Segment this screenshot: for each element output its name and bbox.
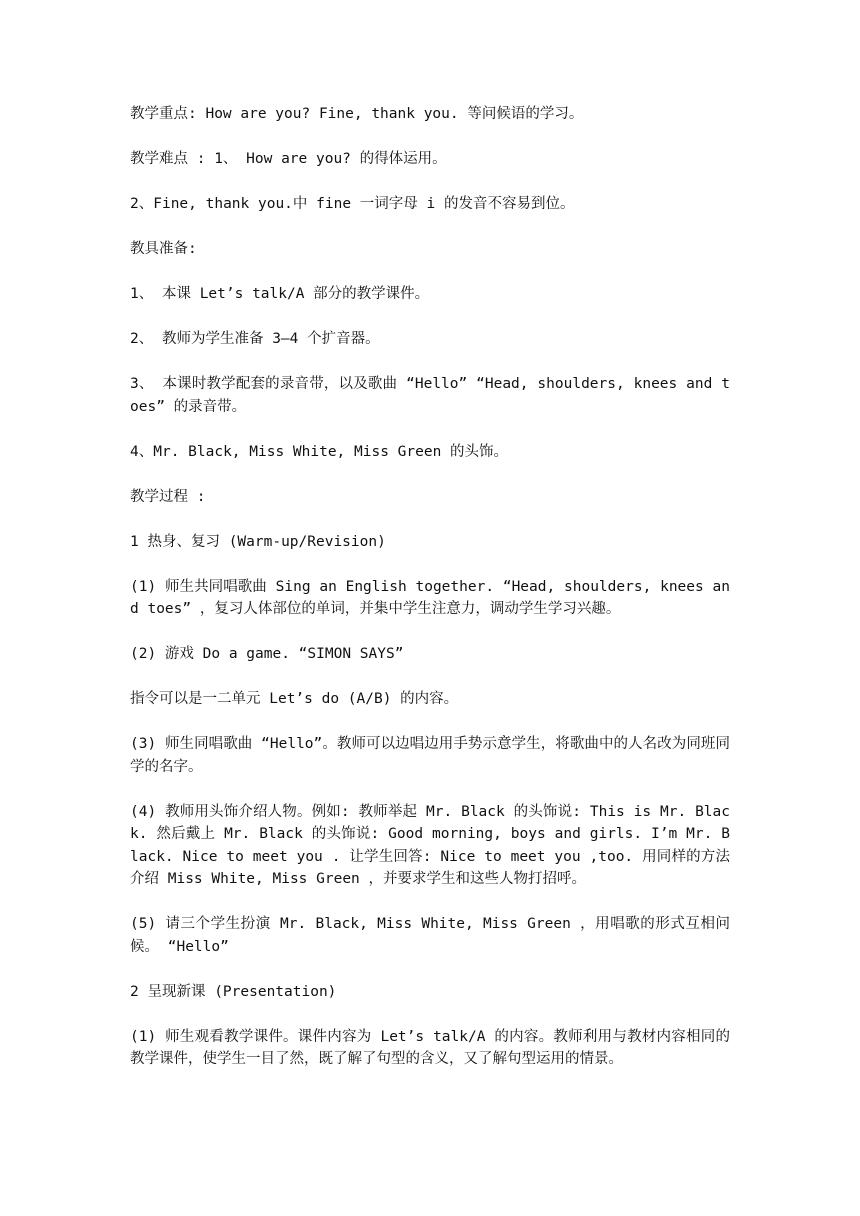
document-body [130,103,730,1093]
warm-up-step-2-note: 指令可以是一二单元 Let’s do (A/B) 的内容。 [130,691,459,707]
warm-up-step-2: (2) 游戏 Do a game. “SIMON SAYS” [130,646,404,662]
teaching-difficulty-1: 教学难点 : 1、 How are you? 的得体运用。 [130,151,447,167]
teaching-aid-3: 3、 本课时教学配套的录音带，以及歌曲 “Hello” “Head, shoulders, knees and toes” 的录音带。 [130,376,730,415]
warm-up-step-3: (3) 师生同唱歌曲 “Hello”。教师可以边唱边用手势示意学生，将歌曲中的人名改为同班同学的名字。 [130,736,730,775]
teaching-aid-1: 1、 本课 Let’s talk/A 部分的教学课件。 [130,286,430,302]
teaching-aid-2: 2、 教师为学生准备 3—4 个扩音器。 [130,331,380,347]
warm-up-step-1: (1) 师生共同唱歌曲 Sing an English together. “Head, shoulders, knees and toes” ，复习人体部位的单词，并集中学生注意力，调动学生学习兴趣。 [130,578,730,617]
presentation-step-1: (1) 师生观看教学课件。课件内容为 Let’s talk/A 的内容。教师利用与教材内容相同的教学课件，使学生一目了然，既了解了句型的含义，又了解句型运用的情景。 [130,1028,730,1067]
teaching-focus: 教学重点: How are you? Fine, thank you. 等问候语的学习。 [130,106,584,122]
warm-up-step-5: (5) 请三个学生扮演 Mr. Black, Miss White, Miss Green ，用唱歌的形式互相问候。 “Hello” [130,916,730,955]
teaching-difficulty-2: 2、Fine, thank you.中 fine 一词字母 i 的发音不容易到位。 [130,196,575,212]
section-presentation-heading: 2 呈现新课 (Presentation) [130,983,337,1000]
teaching-aid-4: 4、Mr. Black, Miss White, Miss Green 的头饰。 [130,443,509,460]
teaching-process-heading: 教学过程 : [130,488,206,505]
teaching-aids-heading: 教具准备: [130,241,197,257]
section-warm-up-heading: 1 热身、复习 (Warm-up/Revision) [130,533,386,550]
warm-up-step-4: (4) 教师用头饰介绍人物。例如: 教师举起 Mr. Black 的头饰说: This is Mr. Black. 然后戴上 Mr. Black 的头饰说: Good morning, boys and girls. I’m Mr. Black. Nice to meet you . 让学生回答: Nice to meet you ,too. 用同样的方法介绍 Miss White, Miss Green ，并要求学生和这些人物打招呼。 [130,803,730,887]
